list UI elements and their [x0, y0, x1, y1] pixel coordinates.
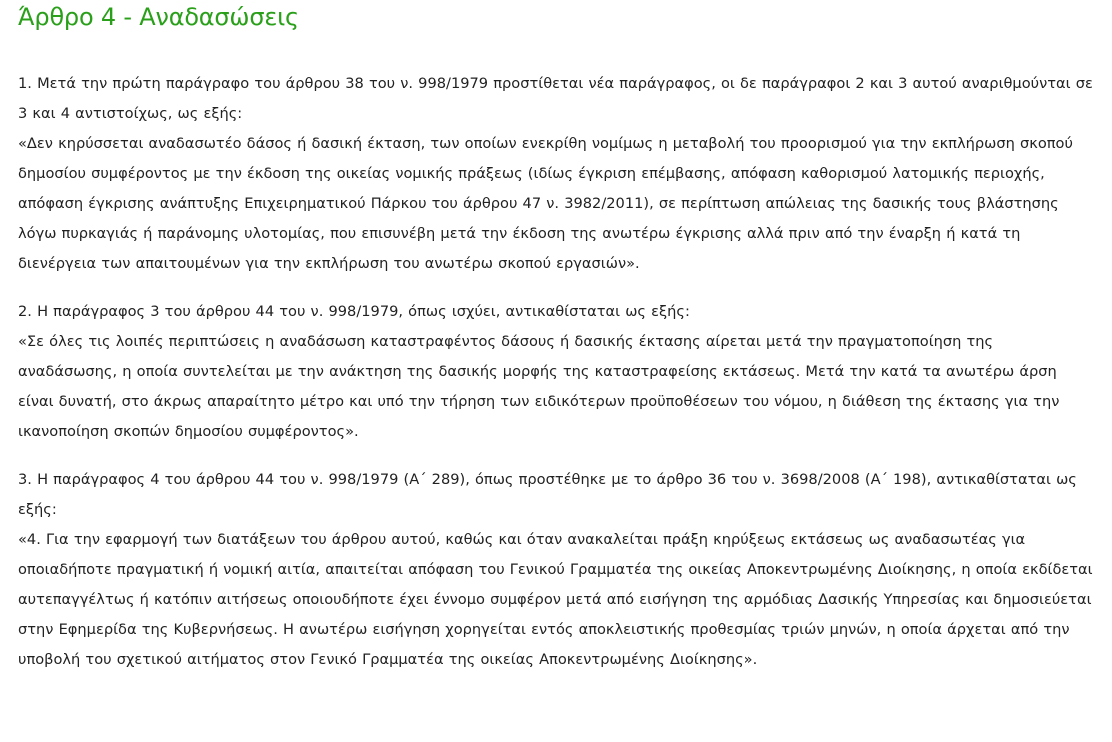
article-title: Άρθρο 4 - Αναδασώσεις: [18, 3, 299, 31]
paragraph-3: [18, 465, 1094, 675]
paragraph-1-intro: 1. Μετά την πρώτη παράγραφο του άρθρου 38 του ν. 998/1979 προστίθεται νέα παράγραφος, οι δε παράγραφοι 2 και 3 αυτού αναριθμούνται σε 3 και 4 αντιστοίχως, ως εξής:: [18, 75, 1093, 122]
paragraph-2: [18, 297, 1094, 447]
paragraph-3-quote: «4. Για την εφαρμογή των διατάξεων του άρθρου αυτού, καθώς και όταν ανακαλείται πράξη κηρύξεως εκτάσεως ως αναδασωτέας για οποιαδήποτε πραγματική ή νομική αιτία, απαιτείται απόφαση του Γενικού Γραμματέα της οικείας Αποκεντρωμένης Διοίκησης, η οποία εκδίδεται αυτεπαγγέλτως ή κατόπιν αιτήσεως οποιουδήποτε έχει έννομο συμφέρον μετά από εισήγηση της αρμόδιας Δασικής Υπηρεσίας και δημοσιεύεται στην Εφημερίδα της Κυβερνήσεως. Η ανωτέρω εισήγηση χορηγείται εντός αποκλειστικής προθεσμίας τριών μηνών, η οποία άρχεται από την υποβολή του σχετικού αιτήματος στον Γενικό Γραμματέα της οικείας Αποκεντρωμένης Διοίκησης».: [18, 531, 1093, 668]
paragraph-2-quote: «Σε όλες τις λοιπές περιπτώσεις η αναδάσωση καταστραφέντος δάσους ή δασικής έκτασης αίρεται μετά την πραγματοποίηση της αναδάσωσης, η οποία συντελείται με την ανάκτηση της δασικής μορφής της καταστραφείσης εκτάσεως. Μετά την κατά τα ανωτέρω άρση είναι δυνατή, στο άκρως απαραίτητο μέτρο και υπό την τήρηση των ειδικότερων προϋποθέσεων του νόμου, η διάθεση της έκτασης για την ικανοποίηση σκοπών δημοσίου συμφέροντος».: [18, 333, 1060, 440]
paragraph-1-quote: «Δεν κηρύσσεται αναδασωτέο δάσος ή δασική έκταση, των οποίων ενεκρίθη νομίμως η μεταβολή του προορισμού για την εκπλήρωση σκοπού δημοσίου συμφέροντος με την έκδοση της οικείας νομικής πράξεως (ιδίως έγκριση επέμβασης, απόφαση καθορισμού λατομικής περιοχής, απόφαση έγκρισης ανάπτυξης Επιχειρηματικού Πάρκου του άρθρου 47 ν. 3982/2011), σε περίπτωση απώλειας της δασικής τους βλάστησης λόγω πυρκαγιάς ή παράνομης υλοτομίας, που επισυνέβη μετά την έκδοση της ανωτέρω έγκρισης αλλά πριν από την έναρξη ή κατά τη διενέργεια των απαιτουμένων για την εκπλήρωση του ανωτέρω σκοπού εργασιών».: [18, 135, 1073, 272]
paragraph-1: [18, 69, 1094, 279]
paragraph-3-intro: 3. Η παράγραφος 4 του άρθρου 44 του ν. 998/1979 (Α΄ 289), όπως προστέθηκε με το άρθρο 36 του ν. 3698/2008 (Α΄ 198), αντικαθίσταται ως εξής:: [18, 471, 1077, 518]
paragraph-2-intro: 2. Η παράγραφος 3 του άρθρου 44 του ν. 998/1979, όπως ισχύει, αντικαθίσταται ως εξής:: [18, 303, 690, 320]
